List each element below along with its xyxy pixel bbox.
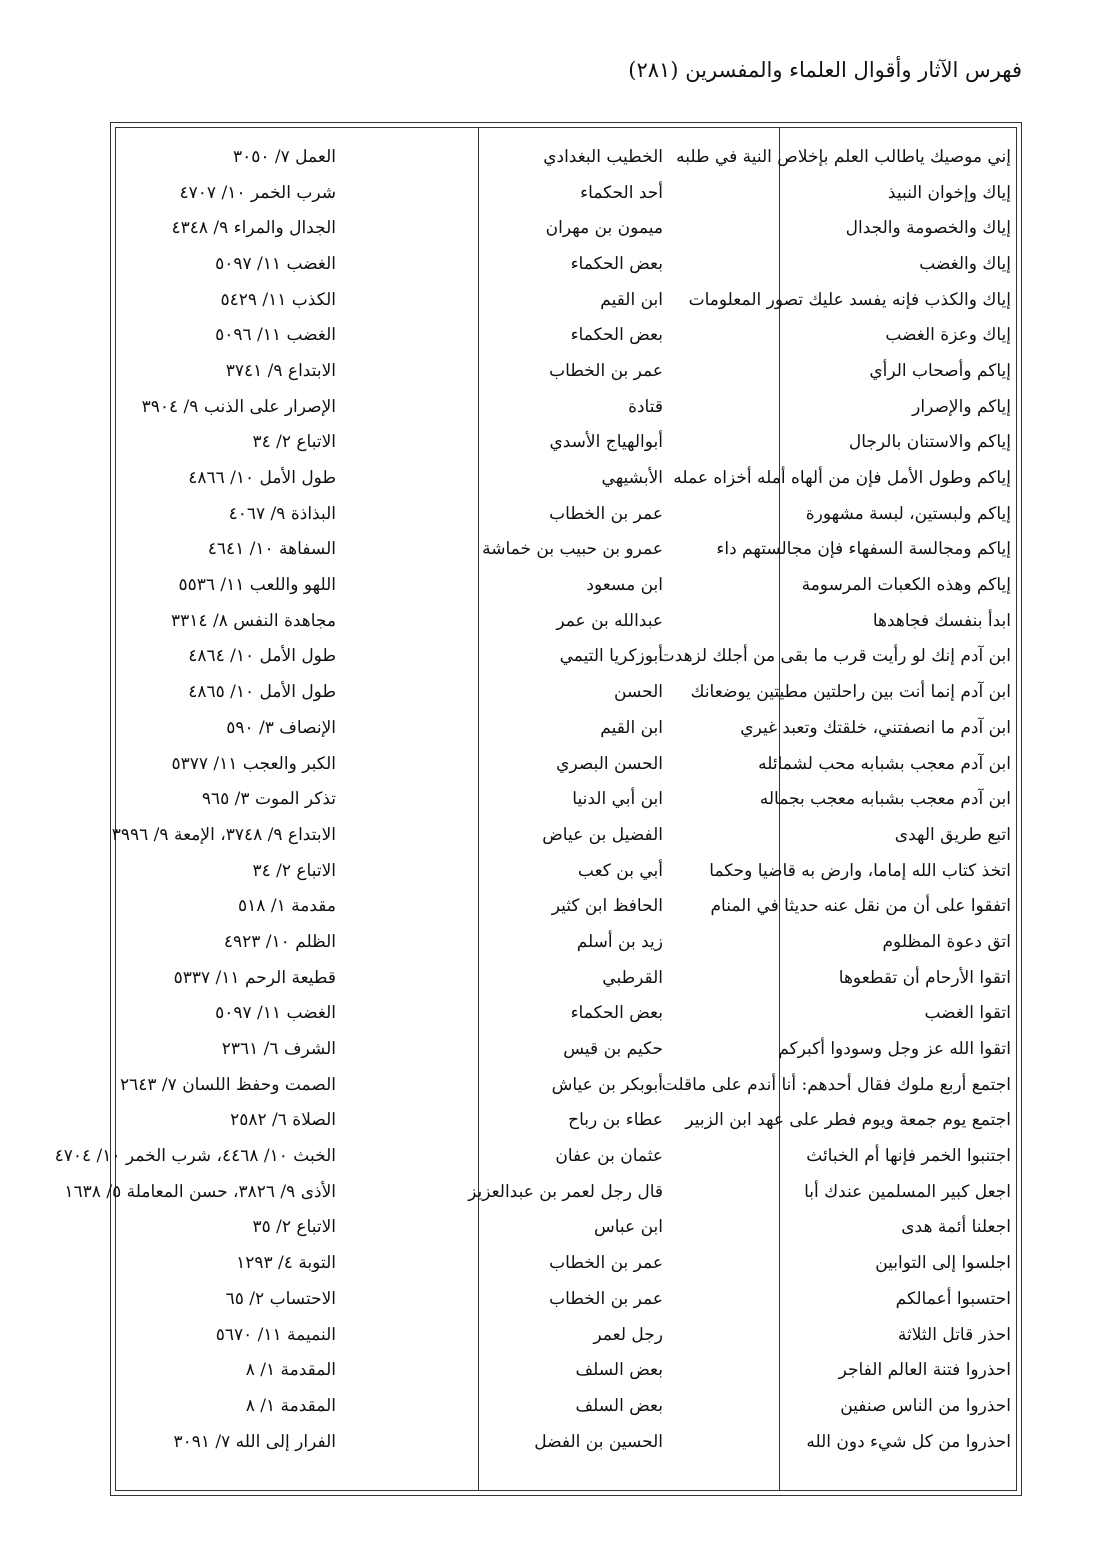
reference-cell: شرب الخمر ١٠/ ٤٧٠٧ (179, 182, 336, 203)
reference-cell: الغضب ١١/ ٥٠٩٧ (215, 253, 336, 274)
reference-cell: الاتباع ٢/ ٣٤ (252, 432, 336, 453)
reference-cell: الغضب ١١/ ٥٠٩٧ (215, 1003, 336, 1024)
reference-cell: الجدال والمراء ٩/ ٤٣٤٨ (171, 218, 336, 239)
saying-cell: إني موصيك ياطالب العلم بإخلاص النية في طلبه (676, 146, 1011, 167)
reference-cell: الشرف ٦/ ٢٣٦١ (221, 1039, 336, 1060)
saying-cell: ابدأ بنفسك فجاهدها (872, 610, 1011, 631)
saying-cell: ابن آدم معجب بشبابه معجب بجماله (759, 789, 1011, 810)
reference-cell: الصمت وحفظ اللسان ٧/ ٢٦٤٣ (119, 1074, 336, 1095)
source-cell: أبي بن كعب (577, 860, 663, 881)
table-row (116, 1281, 1016, 1317)
table-row (116, 1424, 1016, 1460)
source-cell: قتادة (628, 396, 663, 417)
saying-cell: اجتمع يوم جمعة ويوم فطر على عهد ابن الزبير (685, 1110, 1011, 1131)
source-cell: بعض الحكماء (570, 253, 663, 274)
table-row (116, 1388, 1016, 1424)
reference-cell: الغضب ١١/ ٥٠٩٦ (215, 325, 336, 346)
reference-cell: السفاهة ١٠/ ٤٦٤١ (207, 539, 336, 560)
saying-cell: اتقوا الغضب (924, 1003, 1011, 1024)
source-cell: عمر بن الخطاب (549, 503, 663, 524)
table-row (116, 532, 1016, 568)
reference-cell: الخبث ١٠/ ٤٤٦٨، شرب الخمر ١٠/ ٤٧٠٤ (54, 1146, 336, 1167)
page-header (108, 50, 1022, 90)
reference-cell: الصلاة ٦/ ٢٥٨٢ (230, 1110, 336, 1131)
table-row (116, 1031, 1016, 1067)
table-row (116, 960, 1016, 996)
saying-cell: إياك وعزة الغضب (885, 325, 1011, 346)
source-cell: عثمان بن عفان (555, 1146, 663, 1167)
page-number: (٢٨١) (628, 58, 679, 82)
saying-cell: إياكم ومجالسة السفهاء فإن مجالستهم داء (716, 539, 1011, 560)
saying-cell: ابن آدم إنما أنت بين راحلتين مطيتين يوضعانك (690, 682, 1011, 703)
table-row (116, 746, 1016, 782)
table-row (116, 389, 1016, 425)
source-cell: الحسن البصري (556, 753, 663, 774)
source-cell: بعض الحكماء (570, 325, 663, 346)
source-cell: عبدالله بن عمر (556, 610, 663, 631)
reference-cell: طول الأمل ١٠/ ٤٨٦٦ (188, 468, 336, 489)
source-cell: ابن القيم (600, 717, 663, 738)
source-cell: زيد بن أسلم (576, 931, 663, 952)
reference-cell: الأذى ٩/ ٣٨٢٦، حسن المعاملة ٥/ ١٦٣٨ (64, 1181, 336, 1202)
reference-cell: الإصرار على الذنب ٩/ ٣٩٠٤ (141, 396, 336, 417)
table-row (116, 1210, 1016, 1246)
table-row (116, 1317, 1016, 1353)
table-row (54, 1138, 1016, 1174)
saying-cell: اجعلنا أئمة هدى (901, 1217, 1011, 1238)
table-row (116, 639, 1016, 675)
saying-cell: اجلسوا إلى التوابين (875, 1253, 1011, 1274)
saying-cell: إياك والغضب (919, 253, 1011, 274)
table-row (116, 853, 1016, 889)
table-row (116, 425, 1016, 461)
saying-cell: اجتنبوا الخمر فإنها أم الخبائث (806, 1146, 1011, 1167)
source-cell: أبوالهياج الأسدي (549, 432, 663, 453)
reference-cell: الكذب ١١/ ٥٤٢٩ (220, 289, 336, 310)
table-row (116, 496, 1016, 532)
reference-cell: قطيعة الرحم ١١/ ٥٣٣٧ (173, 967, 336, 988)
source-cell: بعض السلف (575, 1395, 663, 1416)
reference-cell: العمل ٧/ ٣٠٥٠ (232, 146, 336, 167)
source-cell: عمر بن الخطاب (549, 1253, 663, 1274)
table-row (111, 817, 1016, 853)
reference-cell: المقدمة ١/ ٨ (245, 1360, 336, 1381)
saying-cell: إياكم والإصرار (912, 396, 1011, 417)
table-row (116, 781, 1016, 817)
table-row (116, 317, 1016, 353)
saying-cell: اتبع طريق الهدى (894, 824, 1011, 845)
reference-cell: الاتباع ٢/ ٣٥ (252, 1217, 336, 1238)
reference-cell: الاتباع ٢/ ٣٤ (252, 860, 336, 881)
table-row (116, 710, 1016, 746)
source-cell: ميمون بن مهران (545, 218, 663, 239)
source-cell: عمر بن الخطاب (549, 360, 663, 381)
table-row (116, 888, 1016, 924)
source-cell: عطاء بن رباح (568, 1110, 663, 1131)
saying-cell: احذر قاتل الثلاثة (897, 1324, 1011, 1345)
source-cell: بعض الحكماء (570, 1003, 663, 1024)
saying-cell: اتقوا الله عز وجل وسودوا أكبركم (778, 1039, 1011, 1060)
header-title: فهرس الآثار وأقوال العلماء والمفسرين (685, 58, 1022, 82)
table-row (116, 353, 1016, 389)
saying-cell: إياكم وطول الأمل فإن من ألهاه أمله أخزاه عمله (673, 468, 1011, 489)
table-row (116, 1103, 1016, 1139)
source-cell: الفضيل بن عياض (542, 824, 663, 845)
saying-cell: احذروا من الناس صنفين (840, 1395, 1011, 1416)
saying-cell: اتفقوا على أن من نقل عنه حديثا في المنام (710, 896, 1011, 917)
table-row (116, 139, 1016, 175)
source-cell: الخطيب البغدادي (543, 146, 663, 167)
saying-cell: احذروا من كل شيء دون الله (806, 1431, 1011, 1452)
table-row (116, 1067, 1016, 1103)
reference-cell: الابتداع ٩/ ٣٧٤٨، الإمعة ٩/ ٣٩٩٦ (111, 824, 336, 845)
table-row (116, 282, 1016, 318)
saying-cell: اتخذ كتاب الله إماما، وارض به قاضيا وحكما (709, 860, 1011, 881)
source-cell: القرطبي (602, 967, 663, 988)
saying-cell: اتق دعوة المظلوم (882, 931, 1011, 952)
source-cell: الحافظ ابن كثير (551, 896, 663, 917)
saying-cell: إياك والخصومة والجدال (845, 218, 1011, 239)
saying-cell: إياكم وأصحاب الرأي (869, 360, 1011, 381)
source-cell: الحسين بن الفضل (534, 1431, 663, 1452)
source-cell: ابن مسعود (586, 575, 663, 596)
reference-cell: الظلم ١٠/ ٤٩٢٣ (223, 931, 336, 952)
table-row (116, 1245, 1016, 1281)
saying-cell: اجتمع أربع ملوك فقال أحدهم: أنا أندم على ماقلت (661, 1074, 1011, 1095)
source-cell: حكيم بن قيس (563, 1039, 663, 1060)
source-cell: ابن أبي الدنيا (572, 789, 663, 810)
index-table-frame (54, 122, 1022, 1496)
reference-cell: التوبة ٤/ ١٢٩٣ (236, 1253, 336, 1274)
reference-cell: اللهو واللعب ١١/ ٥٥٣٦ (178, 575, 336, 596)
source-cell: عمرو بن حبيب بن خماشة (482, 539, 663, 560)
source-cell: أبوزكريا التيمي (559, 646, 663, 667)
saying-cell: إياكم ولبستين، لبسة مشهورة (805, 503, 1011, 524)
table-row (116, 567, 1016, 603)
reference-cell: طول الأمل ١٠/ ٤٨٦٤ (188, 646, 336, 667)
table-row (116, 246, 1016, 282)
source-cell: قال رجل لعمر بن عبدالعزيز (468, 1181, 663, 1202)
reference-cell: الابتداع ٩/ ٣٧٤١ (225, 360, 336, 381)
reference-cell: تذكر الموت ٣/ ٩٦٥ (201, 789, 336, 810)
saying-cell: إياك وإخوان النبيذ (887, 182, 1011, 203)
saying-cell: احذروا فتنة العالم الفاجر (838, 1360, 1011, 1381)
table-row (116, 460, 1016, 496)
source-cell: الأبشيهي (601, 468, 663, 489)
table-row (116, 603, 1016, 639)
source-cell: ابن عباس (593, 1217, 663, 1238)
saying-cell: ابن آدم إنك لو رأيت قرب ما بقى من أجلك لزهدت (658, 646, 1011, 667)
saying-cell: اجعل كبير المسلمين عندك أبا (804, 1181, 1011, 1202)
source-cell: أحد الحكماء (580, 182, 663, 203)
table-row (116, 175, 1016, 211)
saying-cell: احتسبوا أعمالكم (895, 1288, 1011, 1309)
source-cell: بعض السلف (575, 1360, 663, 1381)
table-row (64, 1174, 1016, 1210)
source-cell: رجل لعمر (593, 1324, 663, 1345)
saying-cell: إياك والكذب فإنه يفسد عليك تصور المعلومات (688, 289, 1011, 310)
table-row (116, 924, 1016, 960)
saying-cell: ابن آدم ما انصفتني، خلقتك وتعبد غيري (740, 717, 1011, 738)
reference-cell: النميمة ١١/ ٥٦٧٠ (215, 1324, 336, 1345)
reference-cell: الفرار إلى الله ٧/ ٣٠٩١ (173, 1431, 336, 1452)
saying-cell: ابن آدم معجب بشبابه محب لشمائله (758, 753, 1011, 774)
source-cell: عمر بن الخطاب (549, 1288, 663, 1309)
table-row (116, 210, 1016, 246)
reference-cell: الاحتساب ٢/ ٦٥ (225, 1288, 336, 1309)
source-cell: أبوبكر بن عياش (551, 1074, 663, 1095)
reference-cell: الكبر والعجب ١١/ ٥٣٧٧ (171, 753, 336, 774)
reference-cell: البذاذة ٩/ ٤٠٦٧ (228, 503, 336, 524)
saying-cell: إياكم والاستنان بالرجال (848, 432, 1011, 453)
saying-cell: إياكم وهذه الكعبات المرسومة (801, 575, 1011, 596)
table-row (116, 1352, 1016, 1388)
source-cell: الحسن (614, 682, 663, 703)
reference-cell: المقدمة ١/ ٨ (245, 1395, 336, 1416)
reference-cell: مجاهدة النفس ٨/ ٣٣١٤ (171, 610, 336, 631)
table-row (116, 996, 1016, 1032)
table-row (116, 674, 1016, 710)
index-table-rows (54, 139, 1016, 1459)
saying-cell: اتقوا الأرحام أن تقطعوها (838, 967, 1011, 988)
reference-cell: الإنصاف ٣/ ٥٩٠ (226, 717, 336, 738)
reference-cell: طول الأمل ١٠/ ٤٨٦٥ (188, 682, 336, 703)
source-cell: ابن القيم (600, 289, 663, 310)
reference-cell: مقدمة ١/ ٥١٨ (238, 896, 336, 917)
